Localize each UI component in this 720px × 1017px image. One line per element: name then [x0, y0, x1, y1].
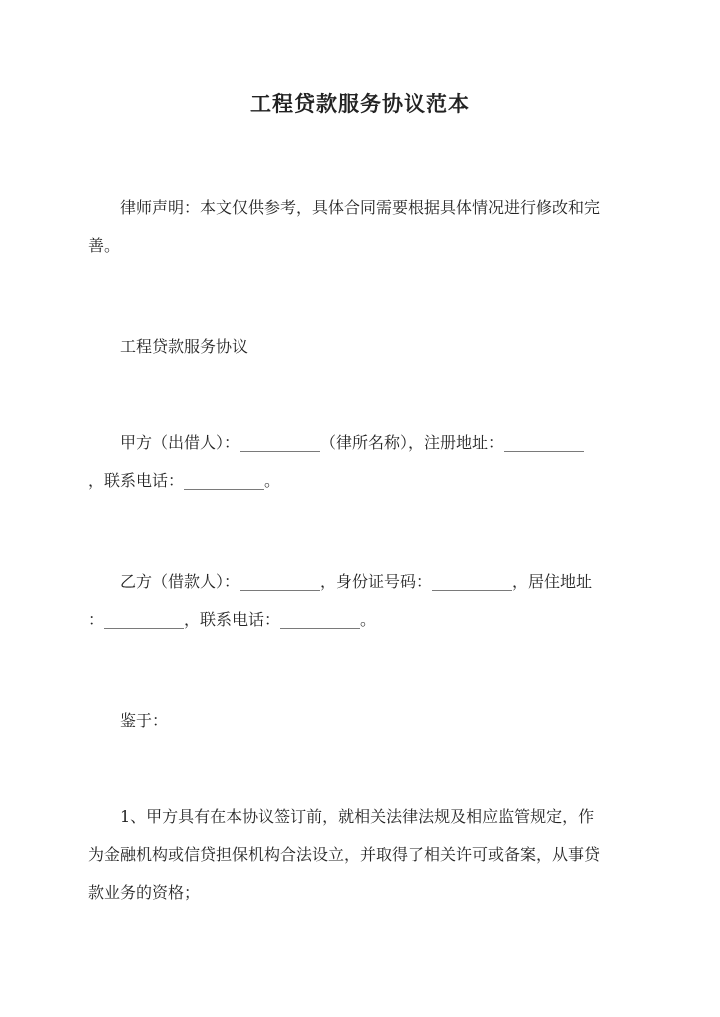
clause-1-line-1: 1、甲方具有在本协议签订前，就相关法律法规及相应监管规定，作	[120, 807, 595, 826]
whereas-heading: 鉴于：	[120, 711, 169, 730]
disclaimer-line-2: 善。	[88, 236, 121, 255]
party-a-paragraph	[88, 424, 633, 500]
clause-1-line-3: 款业务的资格；	[88, 883, 201, 902]
party-b-line-1: 乙方（借款人）：__________，身份证号码：__________，居住地址	[120, 572, 593, 591]
clause-1-line-2: 为金融机构或信贷担保机构合法设立，并取得了相关许可或备案，从事贷	[88, 845, 601, 864]
party-a-line-2: ，联系电话：__________。	[88, 471, 281, 490]
agreement-title-paragraph	[88, 328, 633, 366]
agreement-title: 工程贷款服务协议	[120, 337, 249, 356]
party-b-line-2: ：__________，联系电话：__________。	[88, 610, 377, 629]
document-title: 工程贷款服务协议范本	[250, 91, 470, 116]
whereas-paragraph	[88, 702, 633, 740]
party-a-line-1: 甲方（出借人）：__________（律所名称），注册地址：__________	[120, 433, 585, 452]
disclaimer-line-1: 律师声明：本文仅供参考，具体合同需要根据具体情况进行修改和完	[120, 198, 601, 217]
clause-1-paragraph	[88, 798, 633, 912]
party-b-paragraph	[88, 563, 633, 639]
disclaimer-paragraph	[88, 189, 633, 265]
